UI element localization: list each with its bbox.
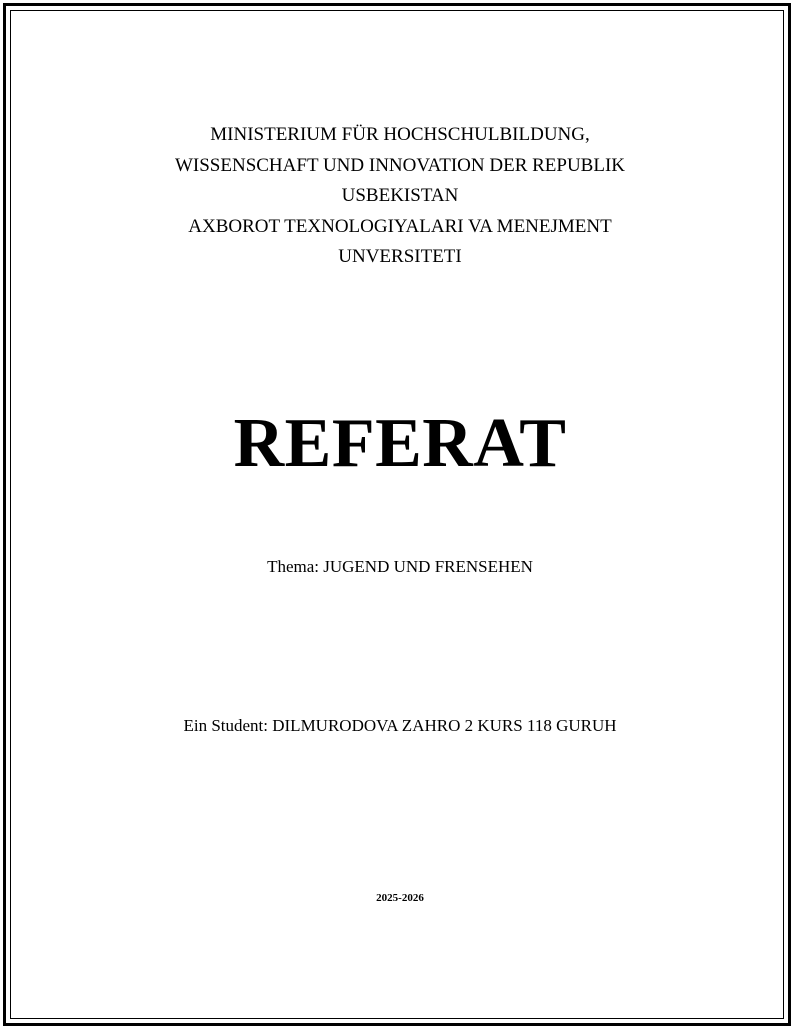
heading-line-ministry-cont: WISSENSCHAFT UND INNOVATION DER REPUBLIK — [174, 154, 626, 176]
document-title: REFERAT — [233, 405, 567, 482]
heading-line-country: USBEKISTAN — [341, 185, 459, 206]
institution-heading — [60, 120, 740, 273]
topic-line: Thema: JUGEND UND FRENSEHEN — [267, 557, 533, 576]
student-line: Ein Student: DILMURODOVA ZAHRO 2 KURS 118 GURUH — [183, 716, 617, 735]
heading-line-university: AXBOROT TEXNOLOGIYALARI VA MENEJMENT — [188, 215, 612, 237]
heading-line-ministry: MINISTERIUM FÜR HOCHSCHULBILDUNG, — [210, 124, 590, 145]
heading-line-university-cont: UNVERSITETI — [338, 246, 462, 267]
academic-year: 2025-2026 — [376, 892, 424, 904]
